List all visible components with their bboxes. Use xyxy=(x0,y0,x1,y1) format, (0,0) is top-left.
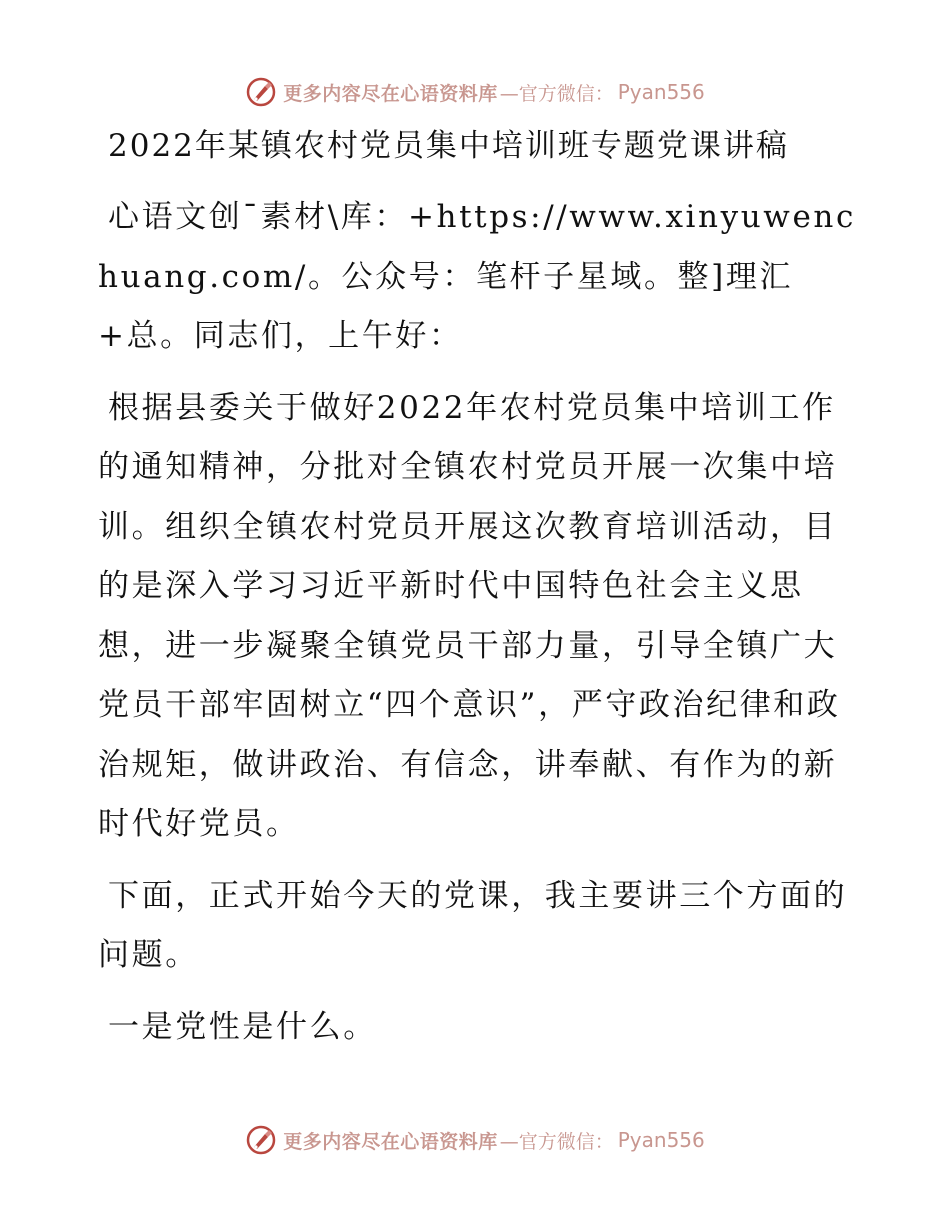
paragraph-outline: 下面，正式开始今天的党课，我主要讲三个方面的问题。 xyxy=(98,877,848,973)
watermark-contact-id: Pyan556 xyxy=(617,1128,705,1152)
document-body xyxy=(98,124,858,1069)
paragraph-point-one: 一是党性是什么。 xyxy=(108,1008,377,1045)
watermark-contact-id: Pyan556 xyxy=(617,80,705,104)
watermark-contact-label: —官方微信： xyxy=(499,82,614,105)
footer-watermark xyxy=(0,1120,950,1160)
watermark-text: 更多内容尽在心语资料库 xyxy=(283,1130,498,1153)
watermark-contact-label: —官方微信： xyxy=(499,1130,614,1153)
pen-nib-logo-icon xyxy=(245,76,277,108)
paragraph-intro: 心语文创¯素材\库：+https://www.xinyuwenchuang.com/。公众号：笔杆子星域。整]理汇+总。同志们，上午好： xyxy=(98,199,856,354)
paragraph-purpose: 根据县委关于做好2022年农村党员集中培训工作的通知精神，分批对全镇农村党员开展一次集中培训。组织全镇农村党员开展这次教育培训活动，目的是深入学习习近平新时代中国特色社会主义思想，进一步凝聚全镇党员干部力量，引导全镇广大党员干部牢固树立“四个意识”，严守政治纪律和政治规矩，做讲政治、有信念，讲奉献、有作为的新时代好党员。 xyxy=(98,389,841,842)
header-watermark xyxy=(0,72,950,112)
watermark-text: 更多内容尽在心语资料库 xyxy=(283,82,498,105)
pen-nib-logo-icon xyxy=(245,1124,277,1156)
document-title: 2022年某镇农村党员集中培训班专题党课讲稿 xyxy=(108,128,789,164)
